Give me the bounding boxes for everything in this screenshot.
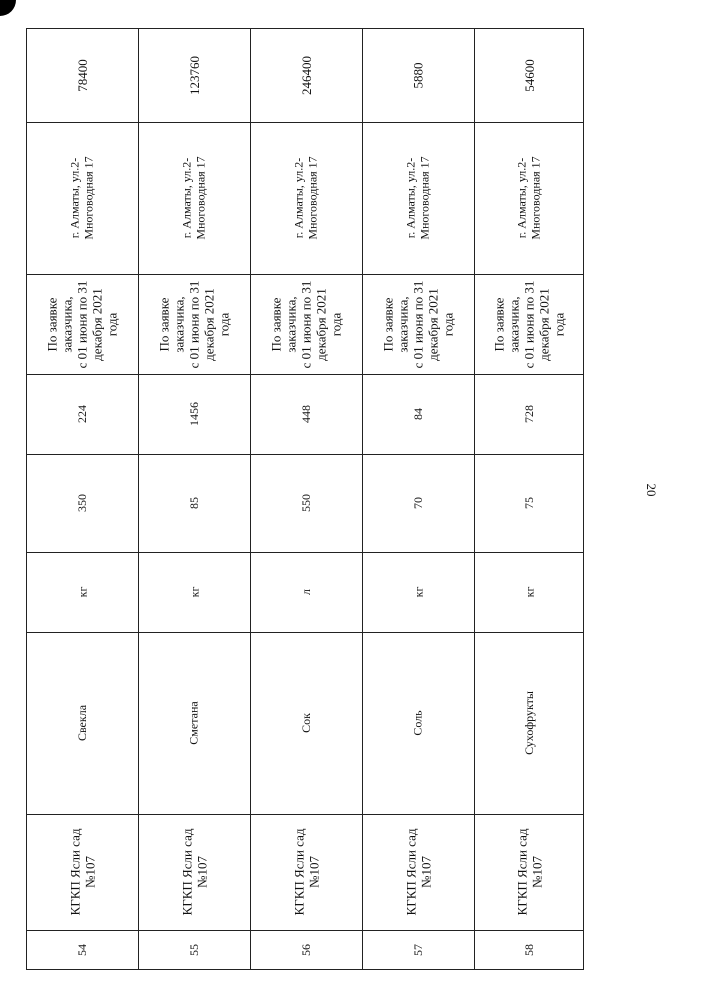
delivery-terms-value: По заявке заказчика, с 01 июня по 31 декабря 2021 года [156,280,232,368]
sum-value: 78400 [74,58,90,92]
unit-value: кг [186,586,201,598]
product-value: Соль [411,710,425,736]
address-cell [474,122,584,274]
sum-cell [250,28,362,122]
sum-value: 123760 [186,55,202,95]
unit-value: кг [521,586,536,598]
address-cell [138,122,250,274]
row-number: 56 [299,944,313,956]
address-value: г. Алматы, ул.2- Многоводная 17 [67,156,96,240]
qty-value: 448 [299,405,313,423]
row-number: 54 [75,944,89,956]
product-value: Сок [299,713,313,733]
price-cell [362,454,474,552]
row-number: 58 [522,944,536,956]
qty-cell [362,374,474,454]
qty-value: 84 [411,408,425,420]
row-number-cell [474,930,584,970]
delivery-terms-value: По заявке заказчика, с 01 июня по 31 декабря 2021 года [44,280,120,368]
row-number: 57 [411,944,425,956]
customer-cell [250,814,362,930]
product-cell [138,632,250,814]
delivery-terms-cell [26,274,138,374]
qty-cell [138,374,250,454]
address-value: г. Алматы, ул.2- Многоводная 17 [291,156,320,240]
scan-corner-mark [0,0,16,16]
delivery-terms-cell [474,274,584,374]
unit-cell [138,552,250,632]
qty-cell [250,374,362,454]
delivery-terms-value: По заявке заказчика, с 01 июня по 31 декабря 2021 года [380,280,456,368]
product-value: Сметана [186,701,201,745]
product-cell [250,632,362,814]
price-value: 75 [522,497,536,509]
qty-value: 224 [75,405,89,423]
price-value: 85 [187,497,201,509]
customer-value: КГКП Ясли сад №107 [66,828,97,916]
sum-cell [138,28,250,122]
customer-cell [138,814,250,930]
address-value: г. Алматы, ул.2- Многоводная 17 [403,156,432,240]
customer-cell [26,814,138,930]
price-value: 70 [411,497,425,509]
product-cell [26,632,138,814]
address-value: г. Алматы, ул.2- Многоводная 17 [514,156,543,240]
unit-value: кг [410,586,425,598]
row-number-cell [250,930,362,970]
qty-cell [474,374,584,454]
sum-cell [362,28,474,122]
delivery-terms-cell [250,274,362,374]
unit-cell [250,552,362,632]
product-value: Свекла [74,704,89,742]
procurement-table [26,28,584,970]
price-cell [474,454,584,552]
delivery-terms-cell [362,274,474,374]
address-cell [250,122,362,274]
sum-value: 246400 [298,55,314,95]
customer-value: КГКП Ясли сад №107 [402,828,433,916]
price-value: 550 [299,494,313,512]
row-number-cell [138,930,250,970]
delivery-terms-value: По заявке заказчика, с 01 июня по 31 декабря 2021 года [491,280,567,368]
qty-cell [26,374,138,454]
row-number: 55 [187,944,201,956]
customer-cell [362,814,474,930]
unit-cell [474,552,584,632]
customer-value: КГКП Ясли сад №107 [178,828,209,916]
price-cell [250,454,362,552]
address-cell [362,122,474,274]
price-cell [138,454,250,552]
delivery-terms-cell [138,274,250,374]
row-number-cell [26,930,138,970]
product-cell [474,632,584,814]
unit-value: кг [74,586,89,598]
address-value: г. Алматы, ул.2- Многоводная 17 [179,156,208,240]
address-cell [26,122,138,274]
sum-value: 5880 [410,62,426,88]
price-value: 350 [75,494,89,512]
product-value: Сухофрукты [522,691,536,755]
sum-cell [26,28,138,122]
row-number-cell [362,930,474,970]
unit-value: л [299,589,313,595]
product-cell [362,632,474,814]
delivery-terms-value: По заявке заказчика, с 01 июня по 31 декабря 2021 года [268,280,344,368]
customer-cell [474,814,584,930]
customer-value: КГКП Ясли сад №107 [290,828,321,916]
page-number: 20 [644,483,659,497]
qty-value: 1456 [187,402,201,426]
price-cell [26,454,138,552]
unit-cell [26,552,138,632]
sum-value: 54600 [521,58,537,92]
unit-cell [362,552,474,632]
customer-value: КГКП Ясли сад №107 [513,828,544,916]
qty-value: 728 [522,405,536,423]
sum-cell [474,28,584,122]
